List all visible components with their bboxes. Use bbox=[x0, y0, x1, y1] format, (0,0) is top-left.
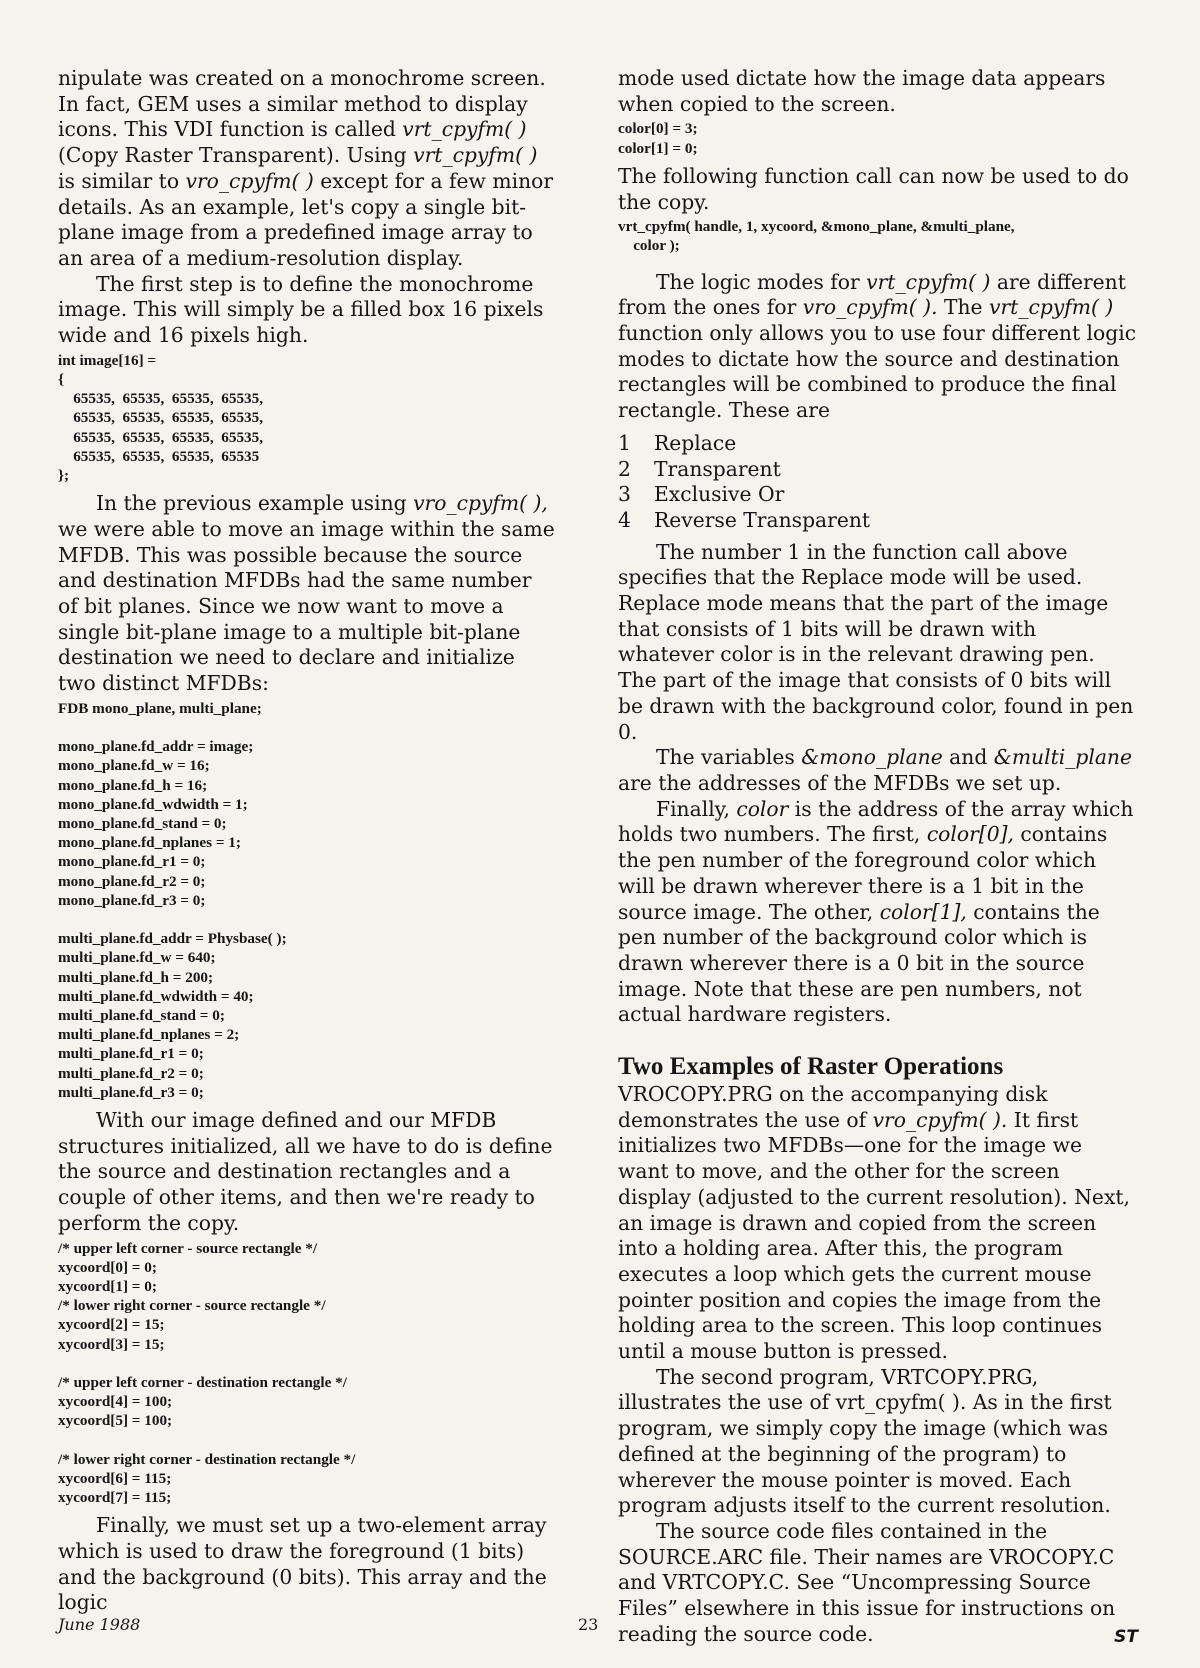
st-logo-end-mark: ST bbox=[1114, 1626, 1138, 1647]
code-line: /* upper left corner - destination rectangle */ bbox=[58, 1373, 347, 1391]
code-line: mono_plane.fd_stand = 0; bbox=[58, 814, 227, 832]
paragraph: Finally, we must set up a two-element array which is used to draw the foreground (1 bits) and the background (0 bits). This array and the logic bbox=[58, 1513, 547, 1615]
code-block-mfdb bbox=[58, 699, 556, 1102]
list-item: 3 Exclusive Or bbox=[618, 482, 785, 507]
section-heading: Two Examples of Raster Operations bbox=[618, 1053, 1004, 1081]
code-block-call bbox=[618, 217, 1138, 255]
paragraph: The source code files contained in the SOURCE.ARC file. Their names are VROCOPY.C and VRTCOPY.C. See “Uncompressing Source Files” elsewhere in this issue for instructions on reading the source code. ST bbox=[618, 1519, 1138, 1648]
code-line: FDB mono_plane, multi_plane; bbox=[58, 699, 262, 717]
paragraph: In the previous example using vro_cpyfm( ), we were able to move an image within the same MFDB. This was possible because the source and destination MFDBs had the same number of bit planes. Since we now want to move a single bit-plane image to a multiple bit-plane destination we need to declare and initialize two distinct MFDBs: bbox=[58, 491, 555, 696]
code-line: /* lower right corner - destination rectangle */ bbox=[58, 1450, 356, 1468]
code-line: xycoord[6] = 115; bbox=[58, 1469, 172, 1487]
code-line: color[1] = 0; bbox=[618, 139, 698, 157]
code-line: xycoord[7] = 115; bbox=[58, 1489, 172, 1507]
paragraph: nipulate was created on a monochrome screen. In fact, GEM uses a similar method to display icons. This VDI function is called vrt_cpyfm( ) (Copy Raster Transparent). Using vrt_cpyfm( ) is similar to vro_cpyfm( ) except for a few minor details. As an example, let's copy a single bit-plane image from a predefined image array to an area of a medium-resolution display. bbox=[58, 66, 554, 270]
code-line: mono_plane.fd_r2 = 0; bbox=[58, 872, 206, 890]
code-line: xycoord[4] = 100; bbox=[58, 1393, 173, 1411]
code-line: multi_plane.fd_w = 640; bbox=[58, 949, 216, 967]
code-line: mono_plane.fd_w = 16; bbox=[58, 757, 210, 775]
code-line: multi_plane.fd_nplanes = 2; bbox=[58, 1026, 240, 1044]
code-line: mono_plane.fd_wdwidth = 1; bbox=[58, 795, 248, 813]
code-line: xycoord[3] = 15; bbox=[58, 1335, 165, 1353]
code-line: xycoord[5] = 100; bbox=[58, 1412, 173, 1430]
code-line: multi_plane.fd_r1 = 0; bbox=[58, 1045, 204, 1063]
page-number: 23 bbox=[578, 1615, 599, 1634]
code-line: mono_plane.fd_nplanes = 1; bbox=[58, 834, 241, 852]
issue-date: June 1988 bbox=[58, 1615, 141, 1634]
code-line: multi_plane.fd_addr = Physbase( ); bbox=[58, 930, 287, 948]
paragraph: The following function call can now be used to do the copy. bbox=[618, 163, 1129, 214]
code-line: { bbox=[58, 370, 64, 388]
paragraph: The first step is to define the monochrome image. This will simply be a filled box 16 pixels wide and 16 pixels high. bbox=[58, 271, 544, 348]
left-column bbox=[58, 66, 556, 1616]
code-line: /* lower right corner - source rectangle */ bbox=[58, 1297, 326, 1315]
code-line: xycoord[2] = 15; bbox=[58, 1316, 165, 1334]
paragraph: With our image defined and our MFDB structures initialized, all we have to do is define the source and destination rectangles and a couple of other items, and then we're ready to perform the copy. bbox=[58, 1108, 553, 1235]
code-line: mono_plane.fd_r3 = 0; bbox=[58, 891, 206, 909]
code-line: multi_plane.fd_r2 = 0; bbox=[58, 1064, 204, 1082]
code-line: }; bbox=[58, 466, 70, 484]
paragraph: The number 1 in the function call above specifies that the Replace mode will be used. Replace mode means that the part of the image that consists of 1 bits will be drawn with whatever color is in the relevant drawing pen. The part of the image that consists of 0 bits will be drawn with the background color, found in pen 0. bbox=[618, 539, 1134, 744]
code-line: 65535, 65535, 65535, 65535, bbox=[58, 428, 264, 446]
code-line: mono_plane.fd_addr = image; bbox=[58, 738, 254, 756]
code-line: 65535, 65535, 65535, 65535 bbox=[58, 447, 260, 465]
code-line: multi_plane.fd_wdwidth = 40; bbox=[58, 987, 254, 1005]
code-line: int image[16] = bbox=[58, 351, 157, 369]
code-line: mono_plane.fd_r1 = 0; bbox=[58, 853, 206, 871]
code-line: color ); bbox=[618, 237, 680, 255]
code-line: multi_plane.fd_h = 200; bbox=[58, 968, 214, 986]
code-line: mono_plane.fd_h = 16; bbox=[58, 776, 208, 794]
code-block-image bbox=[58, 351, 556, 485]
code-line bbox=[58, 910, 556, 929]
code-line: color[0] = 3; bbox=[618, 120, 698, 138]
code-line bbox=[58, 1354, 556, 1373]
paragraph: VROCOPY.PRG on the accompanying disk demonstrates the use of vro_cpyfm( ). It first initializes two MFDBs—one for the image we want to move, and the other for the screen display (adjusted to the current resolution). Next, an image is drawn and copied from the screen into a holding area. After this, the program executes a loop which gets the current mouse pointer position and copies the image from the holding area to the screen. This loop continues until a mouse button is pressed. bbox=[618, 1082, 1130, 1364]
list-item: 1 Replace bbox=[618, 430, 737, 455]
code-line bbox=[58, 718, 556, 737]
right-column bbox=[618, 66, 1138, 1650]
code-line: xycoord[0] = 0; bbox=[58, 1258, 157, 1276]
code-line: 65535, 65535, 65535, 65535, bbox=[58, 390, 264, 408]
paragraph: The second program, VRTCOPY.PRG, illustrates the use of vrt_cpyfm( ). As in the first program, we simply copy the image (which was defined at the beginning of the program) to wherever the mouse pointer is moved. Each program adjusts itself to the current resolution. bbox=[618, 1364, 1112, 1518]
paragraph: mode used dictate how the image data appears when copied to the screen. bbox=[618, 66, 1106, 116]
paragraph: The logic modes for vrt_cpyfm( ) are different from the ones for vro_cpyfm( ). The vrt_cpyfm( ) function only allows you to use four different logic modes to dictate how the source and destination rectangles will be combined to produce the final rectangle. These are bbox=[618, 269, 1137, 423]
code-line: 65535, 65535, 65535, 65535, bbox=[58, 409, 264, 427]
code-line: multi_plane.fd_stand = 0; bbox=[58, 1007, 225, 1024]
paragraph: The variables &mono_plane and &multi_plane are the addresses of the MFDBs we set up. bbox=[618, 745, 1133, 795]
code-line: multi_plane.fd_r3 = 0; bbox=[58, 1083, 204, 1101]
list-item: 2 Transparent bbox=[618, 456, 781, 481]
paragraph: Finally, color is the address of the array which holds two numbers. The first, color[0], contains the pen number of the foreground color which will be drawn wherever there is a 1 bit in the source image. The other, color[1], contains the pen number of the background color which is drawn wherever there is a 0 bit in the source image. Note that these are pen numbers, not actual hardware registers. bbox=[618, 796, 1134, 1027]
logic-mode-list bbox=[618, 431, 1138, 534]
code-block-color bbox=[618, 119, 1138, 157]
list-item: 4 Reverse Transparent bbox=[618, 507, 871, 532]
code-line: /* upper left corner - source rectangle */ bbox=[58, 1239, 318, 1257]
code-block-coords bbox=[58, 1239, 556, 1508]
code-line bbox=[58, 1431, 556, 1450]
code-line: xycoord[1] = 0; bbox=[58, 1277, 157, 1295]
code-line: vrt_cpyfm( handle, 1, xycoord, &mono_plane, &multi_plane, bbox=[618, 218, 1015, 236]
